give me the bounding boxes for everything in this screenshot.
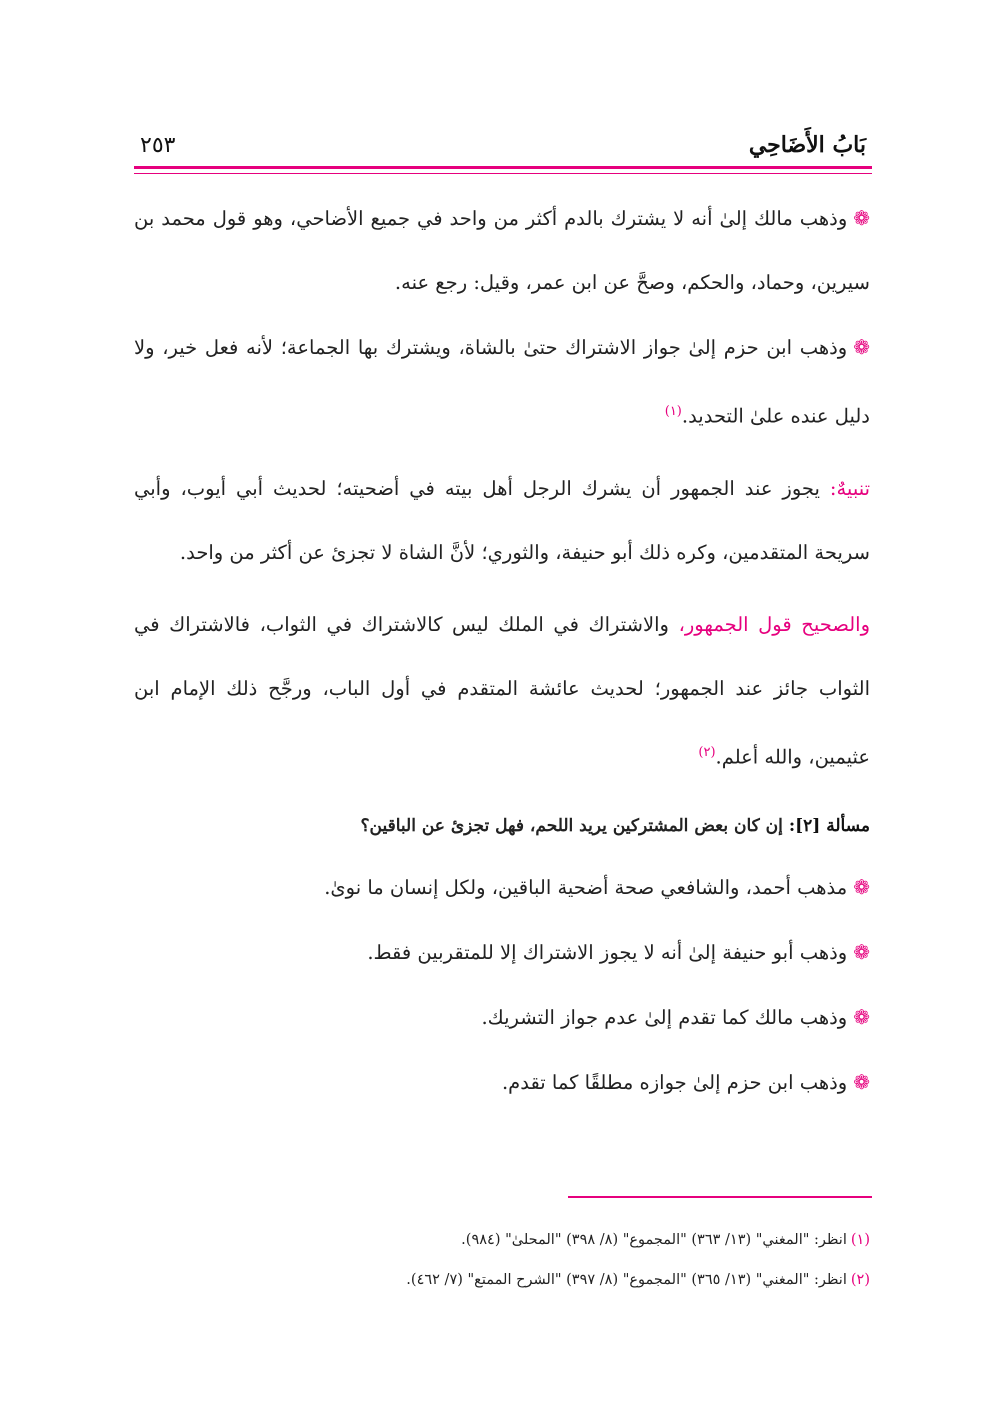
opinion-item (134, 920, 870, 985)
opinion-item (134, 985, 870, 1050)
issue-label: مسألة [٢]: (788, 816, 870, 836)
footnote-separator (568, 1196, 872, 1198)
conclusion-paragraph (134, 593, 870, 790)
flower-bullet-icon: ❁ (853, 875, 870, 899)
flower-bullet-icon: ❁ (853, 206, 870, 230)
note-paragraph (134, 457, 870, 585)
footnote-item (134, 1260, 870, 1300)
footnote-item (134, 1220, 870, 1260)
flower-bullet-icon: ❁ (853, 940, 870, 964)
note-label: تنبيهٌ: (829, 476, 871, 500)
footnote-text: انظر: "المغني" (١٣/ ٣٦٣) "المجموع" (٨/ ٣٩٨) "المحلىٰ" (٩٨٤). (461, 1232, 847, 1248)
header-rule-thin (134, 173, 872, 174)
conclusion-text: والاشتراك في الملك ليس كالاشتراك في الثواب، فالاشتراك في الثواب جائز عند الجمهور؛ لحديث عائشة المتقدم في أول الباب، ورجَّح ذلك الإمام ابن عثيمين، والله أعلم. (134, 612, 870, 768)
opinion-text: وذهب أبو حنيفة إلىٰ أنه لا يجوز الاشتراك إلا للمتقربين فقط. (367, 941, 848, 964)
chapter-title: بَابُ الأَضَاحِي (748, 132, 866, 158)
issue-question: إن كان بعض المشتركين يريد اللحم، فهل تجزئ عن الباقين؟ (360, 816, 783, 836)
paragraph-malik (134, 186, 870, 315)
footnote-ref[interactable]: (٢) (698, 744, 716, 760)
footnote-text: انظر: "المغني" (١٣/ ٣٦٥) "المجموع" (٨/ ٣٩٧) "الشرح الممتع" (٧/ ٤٦٢). (406, 1272, 847, 1288)
opinion-item (134, 855, 870, 920)
paragraph-ibn-hazm (134, 315, 870, 449)
opinion-text: مذهب أحمد، والشافعي صحة أضحية الباقين، ولكل إنسان ما نوىٰ. (324, 876, 848, 899)
header-rule-thick (134, 166, 872, 169)
opinion-text: وذهب ابن حزم إلىٰ جوازه مطلقًا كما تقدم. (501, 1071, 848, 1094)
issue-heading (134, 797, 870, 855)
flower-bullet-icon: ❁ (853, 1070, 870, 1094)
page-header (140, 118, 866, 158)
paragraph-text: وذهب مالك إلىٰ أنه لا يشترك بالدم أكثر من واحد في جميع الأضاحي، وهو قول محمد بن سيرين، وحماد، والحكم، وصحَّ عن ابن عمر، وقيل: رجع عنه. (134, 207, 870, 294)
page-body (134, 186, 870, 1115)
footnote-number: (٢) (850, 1272, 870, 1288)
opinion-item (134, 1050, 870, 1115)
footnote-ref[interactable]: (١) (664, 404, 682, 419)
paragraph-text: وذهب ابن حزم إلىٰ جواز الاشتراك حتىٰ بالشاة، ويشترك بها الجماعة؛ لأنه فعل خير، ولا دليل عنده علىٰ التحديد. (134, 336, 870, 428)
conclusion-highlight: والصحيح قول الجمهور، (678, 612, 871, 636)
note-text: يجوز عند الجمهور أن يشرك الرجل أهل بيته في أضحيته؛ لحديث أبي أيوب، وأبي سريحة المتقدمين، وكره ذلك أبو حنيفة، والثوري؛ لأنَّ الشاة لا تجزئ عن أكثر من واحد. (134, 476, 870, 564)
footnotes (134, 1220, 870, 1300)
footnote-number: (١) (850, 1232, 870, 1248)
flower-bullet-icon: ❁ (853, 335, 870, 359)
opinion-text: وذهب مالك كما تقدم إلىٰ عدم جواز التشريك. (481, 1006, 848, 1029)
page-number: ٢٥٣ (140, 133, 176, 158)
flower-bullet-icon: ❁ (853, 1005, 870, 1029)
